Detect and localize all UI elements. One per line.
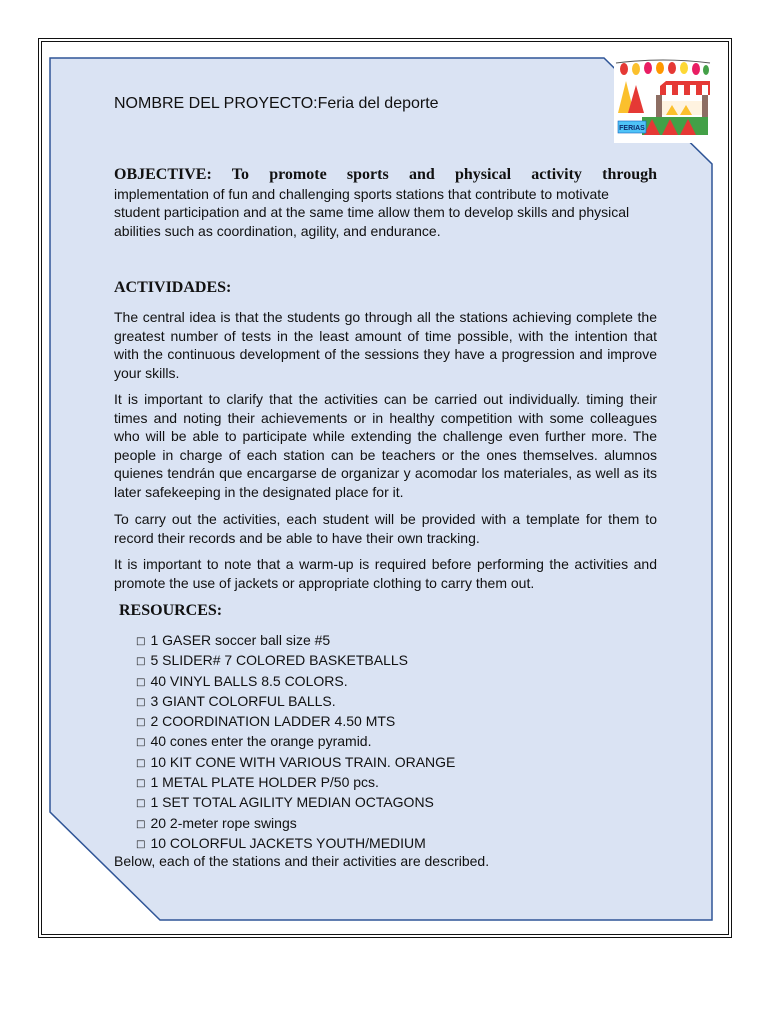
project-name: Feria del deporte [317, 95, 439, 112]
resource-item: □ 20 2-meter rope swings [136, 814, 455, 834]
resource-item: □ 2 COORDINATION LADDER 4.50 MTS [136, 712, 455, 732]
objective-body: implementation of fun and challenging sports stations that contribute to motivate student participation and at the same time allow them to develop skills and physical abilities such as coordination, agility, and endurance. [114, 185, 630, 239]
resource-item: □ 1 GASER soccer ball size #5 [136, 631, 455, 651]
resource-item: □ 3 GIANT COLORFUL BALLS. [136, 692, 455, 712]
project-title [114, 95, 657, 114]
resource-item: □ 40 VINYL BALLS 8.5 COLORS. [136, 672, 455, 692]
closing-text: Below, each of the stations and their activities are described. [114, 853, 490, 869]
logo-text: FERIAS [619, 125, 645, 132]
objective-lead: OBJECTIVE: To promote sports and physical activity through [114, 166, 657, 183]
objective-section [114, 166, 657, 240]
resource-item: □ 10 COLORFUL JACKETS YOUTH/MEDIUM [136, 834, 455, 854]
resource-item: □ 40 cones enter the orange pyramid. [136, 732, 455, 752]
resource-item: □ 1 METAL PLATE HOLDER P/50 pcs. [136, 773, 455, 793]
resource-item: □ 1 SET TOTAL AGILITY MEDIAN OCTAGONS [136, 793, 455, 813]
activities-paragraph-1: The central idea is that the students go through all the stations achieving complete the greatest number of tests in the least amount of time possible, with the intention that with the continuous development of the sessions they have a progression and improve your skills. [114, 309, 657, 381]
resources-list [136, 631, 455, 854]
activities-heading: ACTIVIDADES: [114, 279, 232, 296]
activities-paragraph-3: To carry out the activities, each student will be provided with a template for them to record their records and be able to have their own tracking. [114, 511, 657, 546]
project-label: NOMBRE DEL PROYECTO: [114, 95, 318, 112]
activities-paragraph-4: It is important to note that a warm-up is required before performing the activities and promote the use of jackets or appropriate clothing to carry them out. [114, 556, 657, 591]
resource-item: □ 5 SLIDER# 7 COLORED BASKETBALLS [136, 651, 455, 671]
resources-heading: RESOURCES: [119, 602, 223, 619]
activities-paragraph-2: It is important to clarify that the activities can be carried out individually. timing their times and noting their achievements or in healthy competition with some colleagues who will be able to participate while extending the challenge even further more. The people in charge of each station can be teachers or the ones themselves. alumnos quienes tendrán que encargarse de organizar y acomodar los materiales, as well as its later safekeeping in the designated place for it. [114, 391, 657, 500]
resource-item: □ 10 KIT CONE WITH VARIOUS TRAIN. ORANGE [136, 753, 455, 773]
